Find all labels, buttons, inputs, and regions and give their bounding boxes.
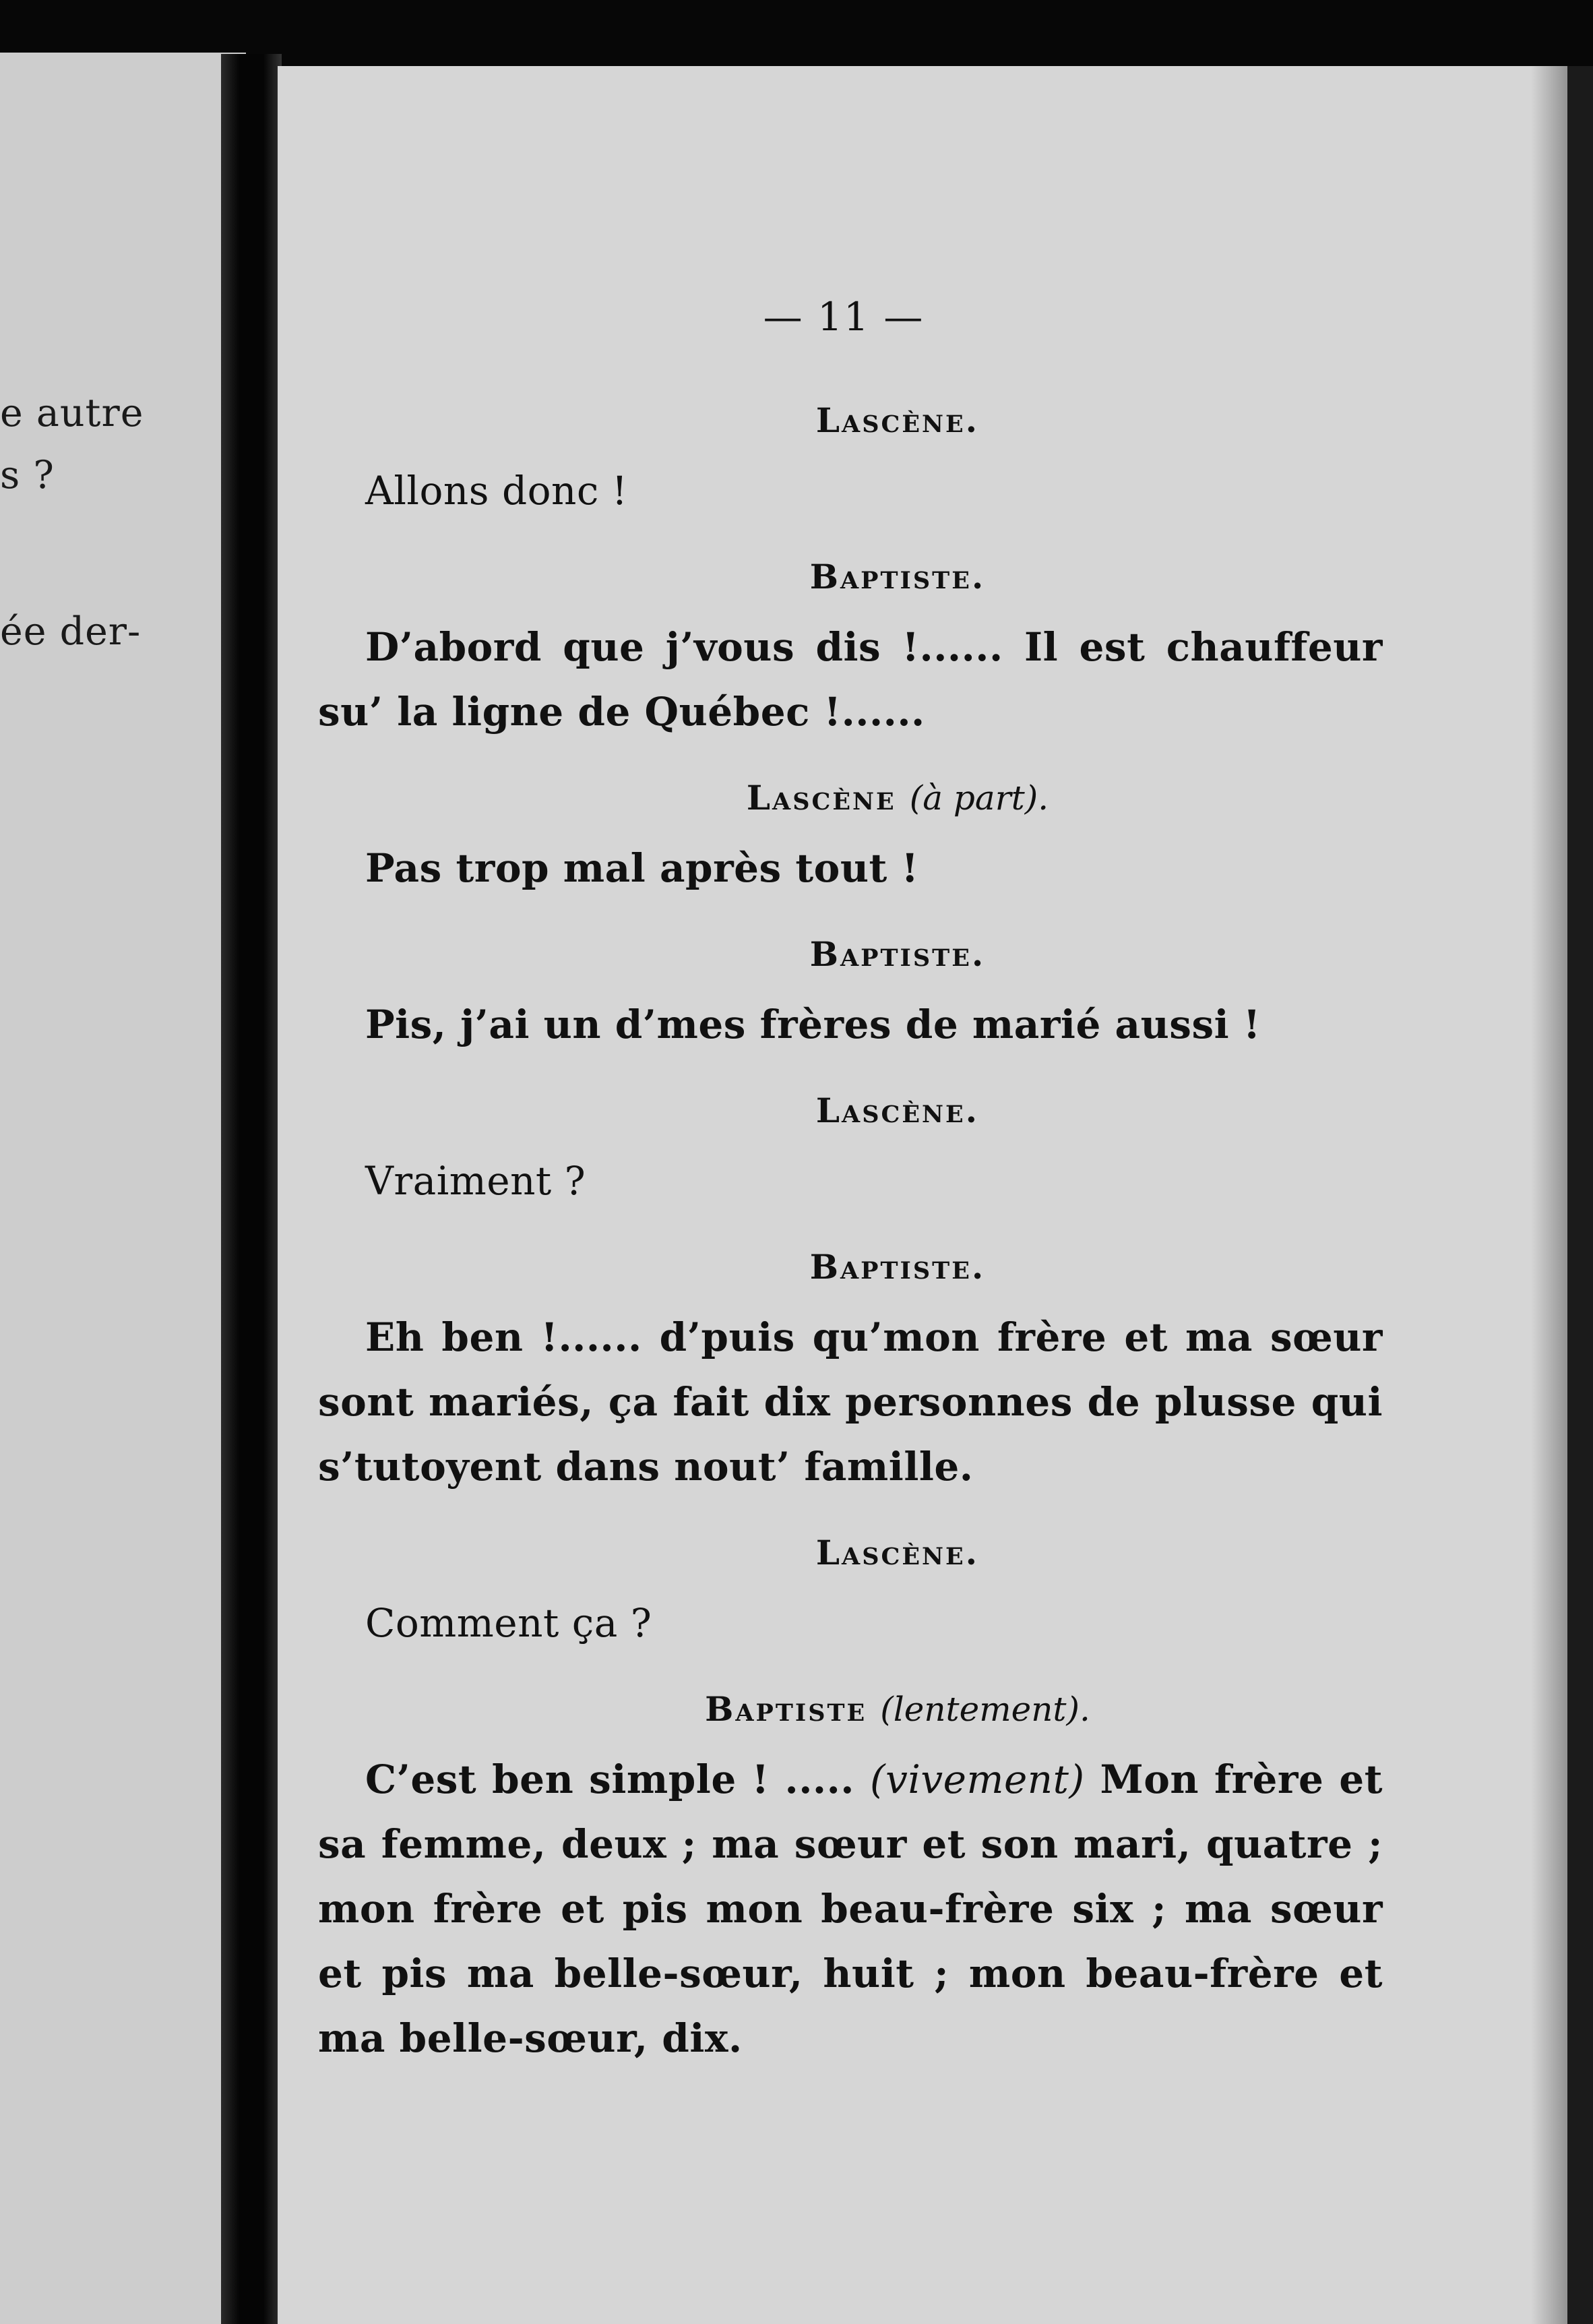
speaker-name: Baptiste. [809,934,986,974]
speaker-name: Lascène. [815,1091,980,1130]
dialogue-line: Comment ça ? [365,1600,652,1646]
dialogue-line: Vraiment ? [365,1158,586,1204]
previous-page-fragment [0,53,246,2324]
dialogue-line: Pas trop mal après tout ! [365,845,919,891]
dialogue-line: Pis, j’ai un d’mes frères de marié aussi ! [365,1002,1261,1047]
stage-direction: (lentement). [880,1690,1090,1729]
speaker-heading [318,760,1383,836]
speaker-name: Lascène. [815,400,980,440]
speaker-heading [318,1229,1383,1305]
stage-direction: (à part). [909,778,1049,818]
speaker-name: Lascène [746,778,896,818]
dialogue-line [318,1747,1383,2071]
speaker-heading [318,1515,1383,1591]
speaker-name: Baptiste. [809,557,986,597]
speaker-heading [318,1073,1383,1149]
page-number: — 11 — [763,294,925,340]
dialogue-text [318,383,1383,2087]
line-part: Mon frère et sa femme, deux ; ma sœur et son mari, quatre ; mon frère et pis mon beau-frère six ; ma sœur et pis ma belle-sœur, huit ; mon beau-frère et ma belle-sœur, dix. [318,1756,1383,2061]
speaker-heading [318,917,1383,992]
dialogue-line: Allons donc ! [365,468,628,514]
left-fragment-3: ée der- [0,609,142,654]
scan-right-border [1567,66,1593,2324]
speaker-heading [318,383,1383,458]
book-page [278,66,1571,2324]
book-gutter [221,54,282,2324]
left-fragment-1: e autre [0,391,144,435]
dialogue-line: Eh ben !...... d’puis qu’mon frère et ma sœur sont mariés, ça fait dix personnes de plusse qui s’tutoyent dans nout’ famille. [318,1314,1383,1490]
stage-direction: (vivement) [869,1756,1085,1802]
line-part: C’est ben simple ! ..... [365,1756,870,1802]
left-fragment-2: s ? [0,453,55,497]
speaker-heading [318,1672,1383,1747]
speaker-heading [318,539,1383,615]
speaker-name: Lascène. [815,1533,980,1572]
dialogue-line: D’abord que j’vous dis !...... Il est chauffeur su’ la ligne de Québec !...... [318,624,1383,735]
speaker-name: Baptiste [705,1689,867,1729]
speaker-name: Baptiste. [809,1247,986,1287]
